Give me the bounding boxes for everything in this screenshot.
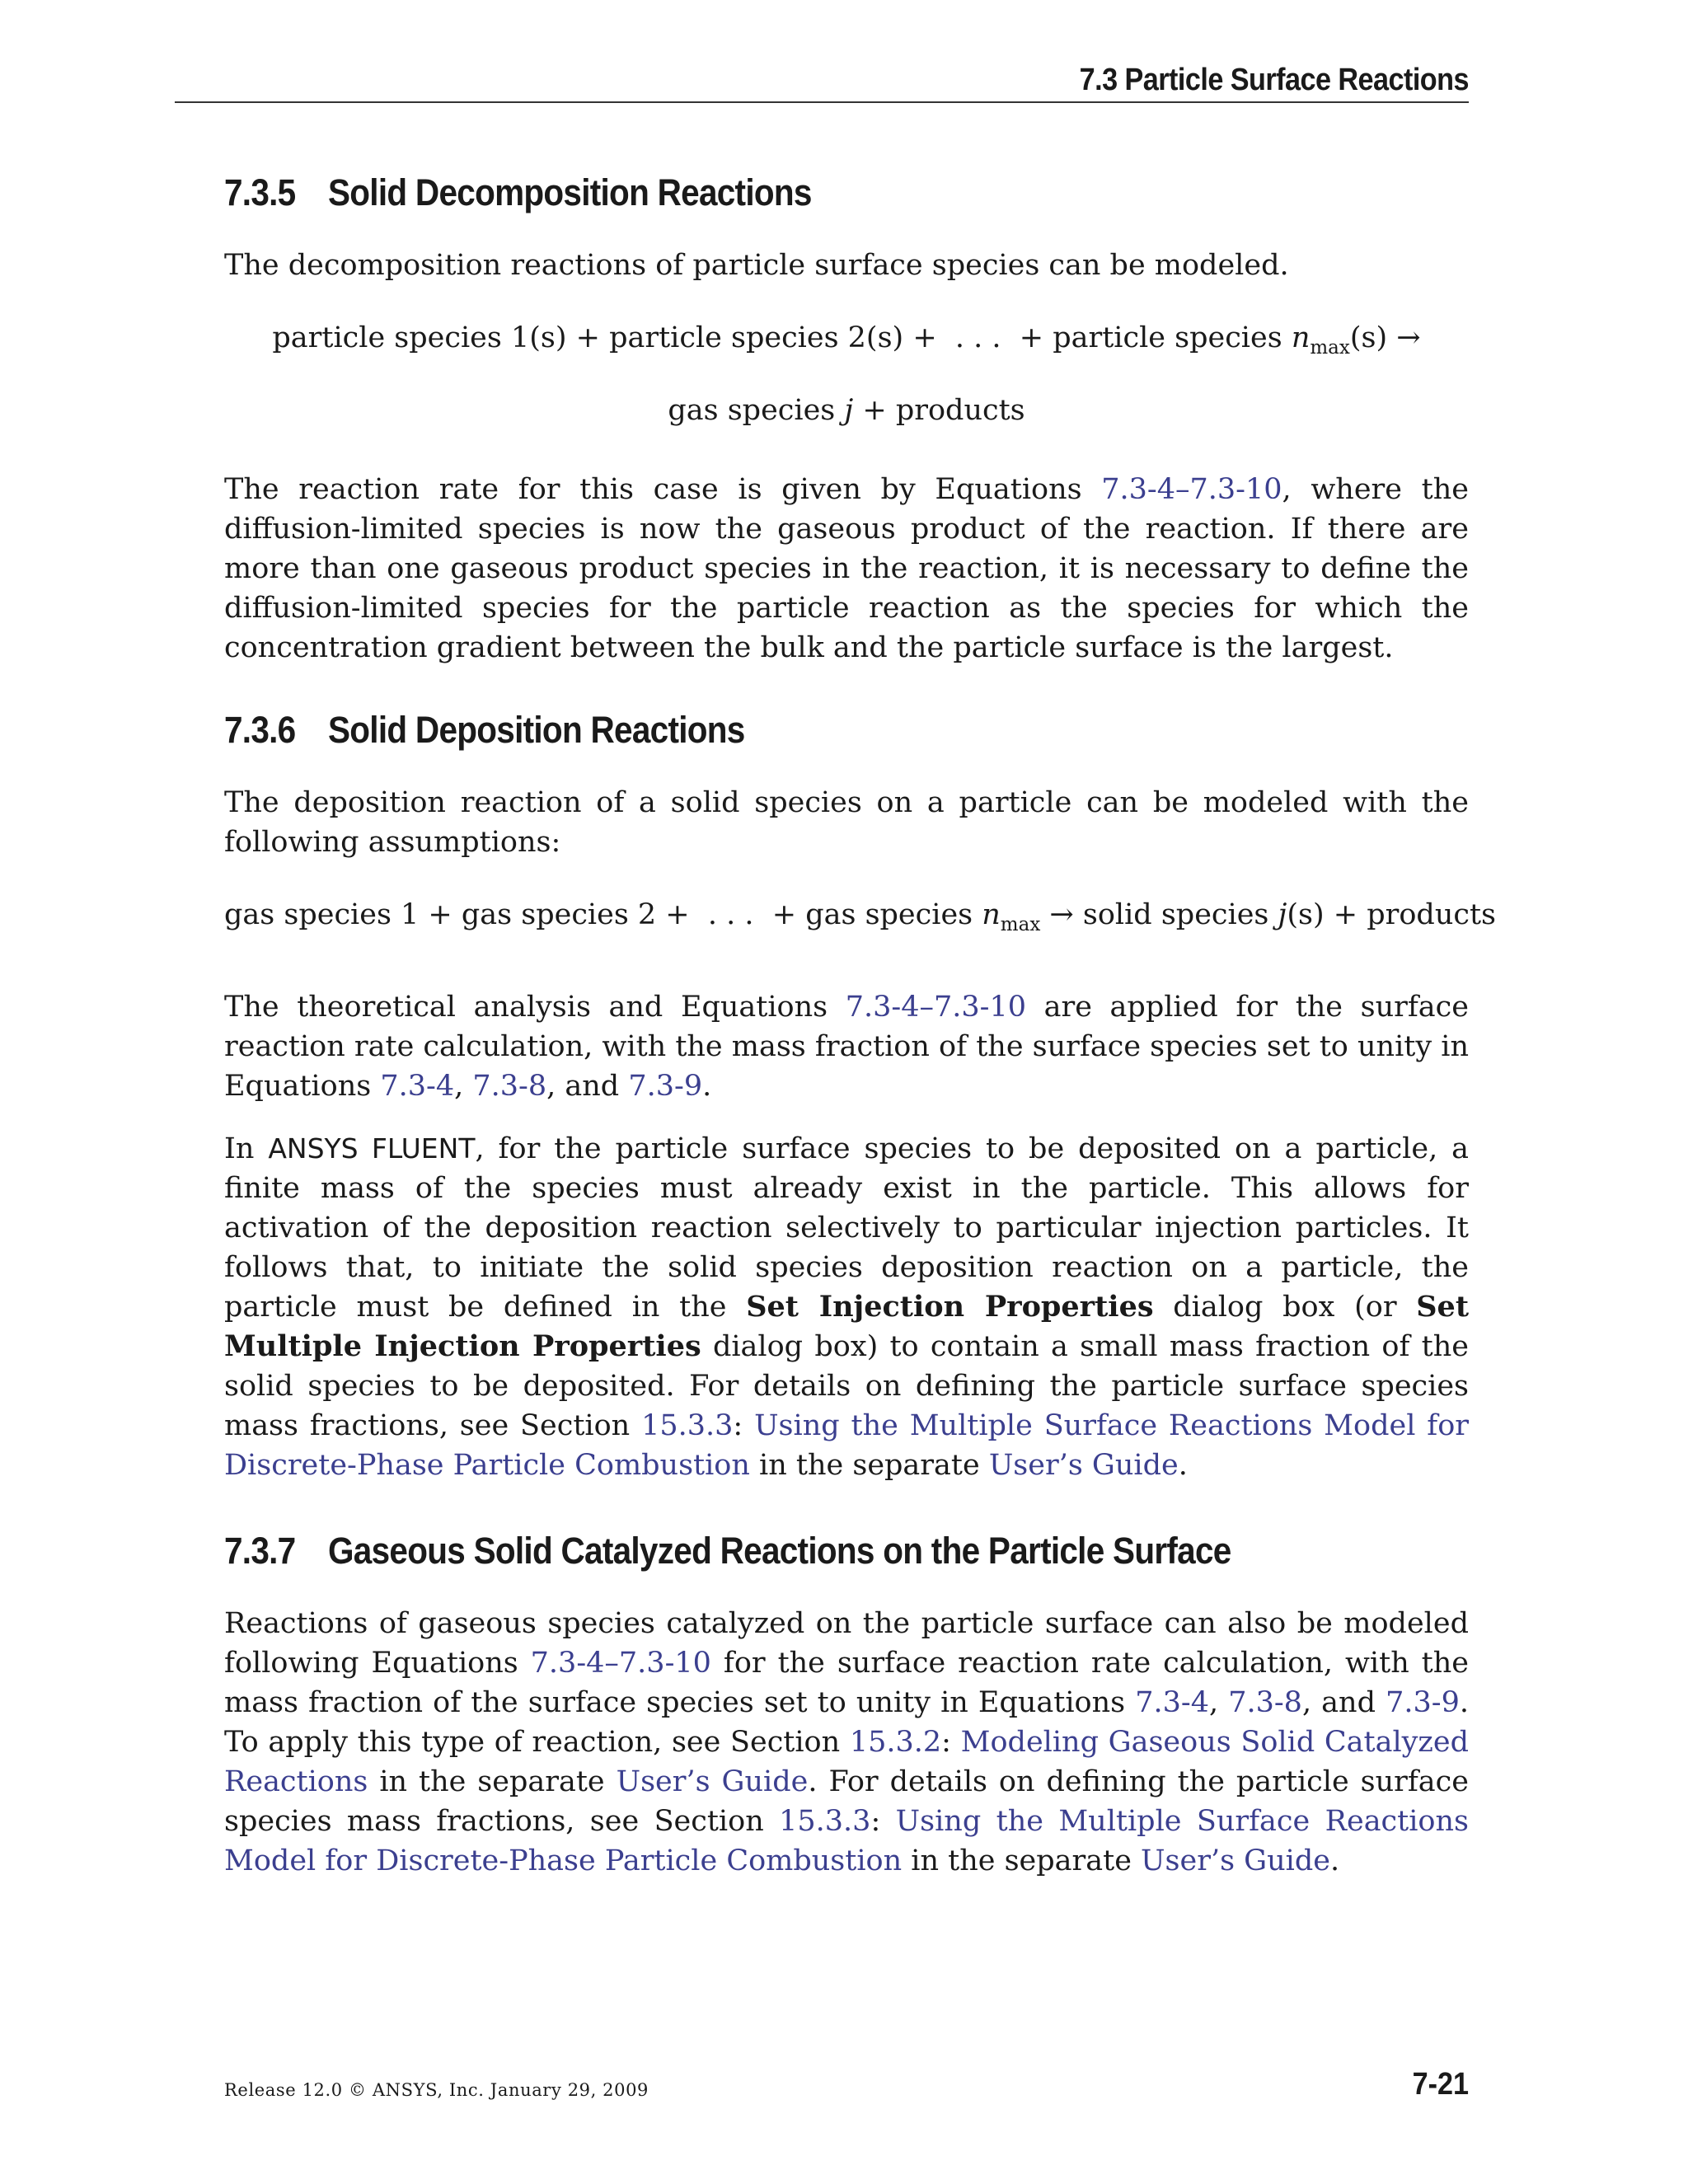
equation-link[interactable]: 7.3-4–7.3-10 <box>1101 473 1282 506</box>
page-number: 7-21 <box>1412 2067 1469 2102</box>
section-heading-7-3-5 <box>224 171 812 214</box>
paragraph <box>224 1129 1469 1485</box>
dialog-name: Set Injection Properties <box>746 1290 1154 1324</box>
text-run: The reaction rate for this case is given by Equations <box>224 473 1102 506</box>
paragraph <box>224 987 1469 1106</box>
equation-deposition <box>224 895 1496 935</box>
text-run: , for the particle surface species to be deposited on a particle, a finite mass of the species must already exist in the particle. This allows for activation of the deposition reaction selectively to particular injection particles. It follows that, to initiate the solid species deposition reaction on a particle, the particle must be defined in the <box>224 1132 1470 1324</box>
product-name: ANSYS FLUENT <box>268 1132 476 1165</box>
section-title: Solid Decomposition Reactions <box>328 171 812 213</box>
equation-text: (s) + products <box>1287 898 1496 931</box>
text-run: dialog box) to contain a small mass fraction of the solid species to be deposited. For details on defining the particle surface species mass fractions, see Section <box>224 1330 1470 1442</box>
text-run: In <box>224 1132 269 1165</box>
paragraph <box>224 1604 1469 1881</box>
section-title: Gaseous Solid Catalyzed Reactions on the Particle Surface <box>328 1530 1231 1572</box>
equation-link[interactable]: 7.3-9 <box>628 1070 703 1103</box>
users-guide-link[interactable]: User’s Guide <box>616 1765 809 1798</box>
text-run: in the separate <box>749 1449 989 1482</box>
equation-text: gas species <box>668 394 845 427</box>
section-number: 7.3.7 <box>224 1530 296 1572</box>
text-run: : <box>941 1726 961 1759</box>
equation-variable: n <box>982 898 1001 931</box>
dialog-name: Set Multiple Injection Properties <box>224 1290 1469 1363</box>
equation-variable: j <box>1278 898 1287 931</box>
text-run: . <box>1178 1449 1188 1482</box>
header-rule <box>175 101 1469 103</box>
equation-link[interactable]: 7.3-4–7.3-10 <box>530 1647 711 1680</box>
equation-line-2 <box>224 391 1469 430</box>
text-run: , and <box>546 1070 629 1103</box>
equation-link[interactable]: 7.3-4 <box>380 1070 455 1103</box>
paragraph <box>224 470 1469 668</box>
section-title: Solid Deposition Reactions <box>328 709 745 751</box>
section-link[interactable]: 15.3.3 <box>779 1805 871 1838</box>
text-run: The theoretical analysis and Equations <box>224 991 846 1024</box>
users-guide-link[interactable]: User’s Guide <box>1141 1844 1330 1877</box>
footer-release: Release 12.0 © ANSYS, Inc. January 29, 2009 <box>224 2080 649 2100</box>
text-run: : <box>870 1805 896 1838</box>
text-run: Reactions of gaseous species catalyzed on the particle surface can also be modeled following Equations <box>224 1607 1469 1680</box>
equation-variable: j <box>844 394 854 427</box>
equation-subscript: max <box>1310 337 1350 359</box>
section-heading-7-3-6 <box>224 709 745 752</box>
text-run: for the surface reaction rate calculation, with the mass fraction of the surface species set to unity in Equations <box>224 1647 1469 1719</box>
text-run: dialog box (or <box>1153 1291 1417 1324</box>
text-run: . To apply this type of reaction, see Section <box>224 1686 1469 1759</box>
text-run: , where the diffusion-limited species is now the gaseous product of the reaction. If there are more than one gaseous product species in the reaction, it is necessary to define the diffusion-limited species for the particle reaction as the species for which the concentration gradient between the bulk and the particle surface is the largest. <box>224 473 1469 664</box>
section-heading-7-3-7 <box>224 1530 1231 1572</box>
section-link[interactable]: 15.3.2 <box>849 1726 942 1759</box>
section-title-link[interactable]: Using the Multiple Surface Reactions Model for Discrete-Phase Particle Combustion <box>224 1805 1469 1877</box>
equation-text: + products <box>853 394 1025 427</box>
section-number: 7.3.6 <box>224 709 296 751</box>
text-run: are applied for the surface reaction rate calculation, with the mass fraction of the surface species set to unity in Equations <box>224 991 1469 1103</box>
equation-subscript: max <box>1000 914 1041 935</box>
users-guide-link[interactable]: User’s Guide <box>988 1449 1179 1482</box>
equation-text: → solid species <box>1040 898 1278 931</box>
equation-link[interactable]: 7.3-4 <box>1135 1686 1209 1719</box>
text-run: . For details on defining the particle surface species mass fractions, see Section <box>224 1765 1469 1838</box>
equation-link[interactable]: 7.3-8 <box>472 1070 547 1103</box>
section-number: 7.3.5 <box>224 171 296 213</box>
text-run: , and <box>1301 1686 1386 1719</box>
text-run: , <box>454 1070 473 1103</box>
section-title-link[interactable]: Using the Multiple Surface Reactions Model for Discrete-Phase Particle Combustion <box>224 1409 1469 1482</box>
text-run: . <box>1329 1844 1340 1877</box>
equation-link[interactable]: 7.3-8 <box>1228 1686 1302 1719</box>
paragraph: The decomposition reactions of particle surface species can be modeled. <box>224 249 1289 282</box>
section-title-link[interactable]: Modeling Gaseous Solid Catalyzed Reactions <box>224 1726 1469 1798</box>
equation-text: particle species 1(s) + particle species 2(s) + . . . + particle species <box>272 321 1292 354</box>
text-run: : <box>733 1409 755 1442</box>
text-run: in the separate <box>902 1844 1142 1877</box>
text-run: . <box>702 1070 712 1103</box>
section-link[interactable]: 15.3.3 <box>641 1409 734 1442</box>
text-run: in the separate <box>368 1765 617 1798</box>
equation-text: (s) → <box>1349 321 1421 354</box>
equation-variable: n <box>1291 321 1311 354</box>
running-header: 7.3 Particle Surface Reactions <box>1079 63 1469 97</box>
text-run: , <box>1208 1686 1229 1719</box>
equation-text: gas species 1 + gas species 2 + . . . + gas species <box>224 898 982 931</box>
equation-link[interactable]: 7.3-9 <box>1386 1686 1460 1719</box>
equation-link[interactable]: 7.3-4–7.3-10 <box>845 991 1027 1024</box>
equation-line-1 <box>224 318 1469 358</box>
paragraph: The deposition reaction of a solid species on a particle can be modeled with the following assumptions: <box>224 786 1469 859</box>
